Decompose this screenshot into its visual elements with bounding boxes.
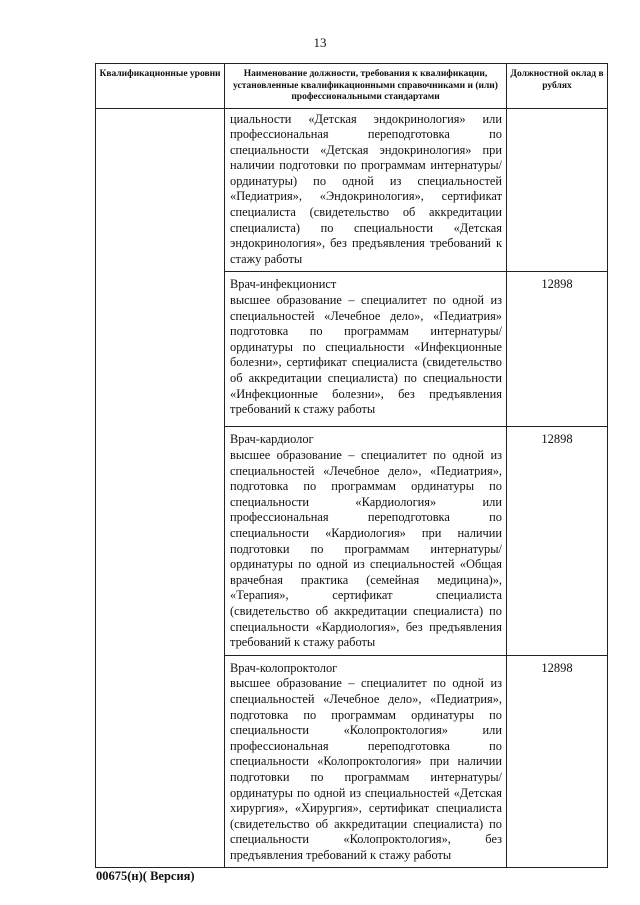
qualification-level-cell bbox=[96, 108, 225, 868]
salary-value: 12898 bbox=[507, 655, 608, 868]
salary-value: 12898 bbox=[507, 272, 608, 427]
table-row bbox=[96, 108, 608, 272]
header-position-requirements: Наименование должности, требования к квалификации, установленные квалификационными справочниками и (или) профессиональными стандартами bbox=[225, 64, 507, 109]
requirements-text: высшее образование – специалитет по одной из специальностей «Лечебное дело», «Педиатрия» подготовка по программам интернатуры/ординатуры по специальности «Инфекционные болезни», сертификат специалиста (свидетельство об аккредитации специалиста) по специальности «Инфекционные болезни», без предъявления требований к стажу работы bbox=[230, 293, 502, 417]
requirements-cell bbox=[225, 655, 507, 868]
requirements-text: циальности «Детская эндокринология» или профессиональная переподготовка по специальности «Детская эндокринология» при наличии подготовки по программам интернатуры/ординатуры) по одной из специальностей «Педиатрия», «Эндокринология», сертификат специалиста (свидетельство об аккредитации специалиста) по специальности «Детская эндокринология», без предъявления требований к стажу работы bbox=[230, 111, 502, 266]
requirements-cell bbox=[225, 108, 507, 272]
salary-value: 12898 bbox=[507, 427, 608, 655]
page-number: 13 bbox=[313, 35, 327, 50]
requirements-cell bbox=[225, 272, 507, 427]
qualification-table bbox=[95, 63, 608, 868]
position-title: Врач-инфекционист bbox=[230, 277, 337, 292]
requirements-text: высшее образование – специалитет по одной из специальностей «Лечебное дело», «Педиатрия», подготовка по программам ординатуры по специальности «Кардиология» или профессиональная переподготовка по специальности «Кардиология» при наличии подготовки по программам интернатуры/ординатуры по одной из специальностей «Общая врачебная практика (семейная медицина)», «Терапия», сертификат специалиста (свидетельство об аккредитации специалиста) по специальности «Кардиология», без предъявления требований к стажу работы bbox=[230, 448, 502, 650]
header-salary: Должностной оклад в рублях bbox=[507, 64, 608, 109]
salary-cell bbox=[507, 108, 608, 272]
position-title: Врач-колопроктолог bbox=[230, 660, 338, 675]
requirements-cell bbox=[225, 427, 507, 655]
header-qualification-levels: Квалификационные уровни bbox=[96, 64, 225, 109]
position-title: Врач-кардиолог bbox=[230, 432, 314, 447]
document-footer: 00675(н)( Версия) bbox=[96, 869, 195, 883]
requirements-text: высшее образование – специалитет по одной из специальностей «Лечебное дело», «Педиатрия», подготовка по программам ординатуры по специальности «Колопроктология» или профессиональная переподготовка по специальности «Колопроктология» при наличии подготовки по программам интернатуры/ординатуры по одной из специальностей «Детская хирургия», «Хирургия», сертификат специалиста (свидетельство об аккредитации специалиста) по специальности «Колопроктология», без предъявления требований к стажу работы bbox=[230, 676, 502, 862]
table-header-row bbox=[96, 64, 608, 109]
